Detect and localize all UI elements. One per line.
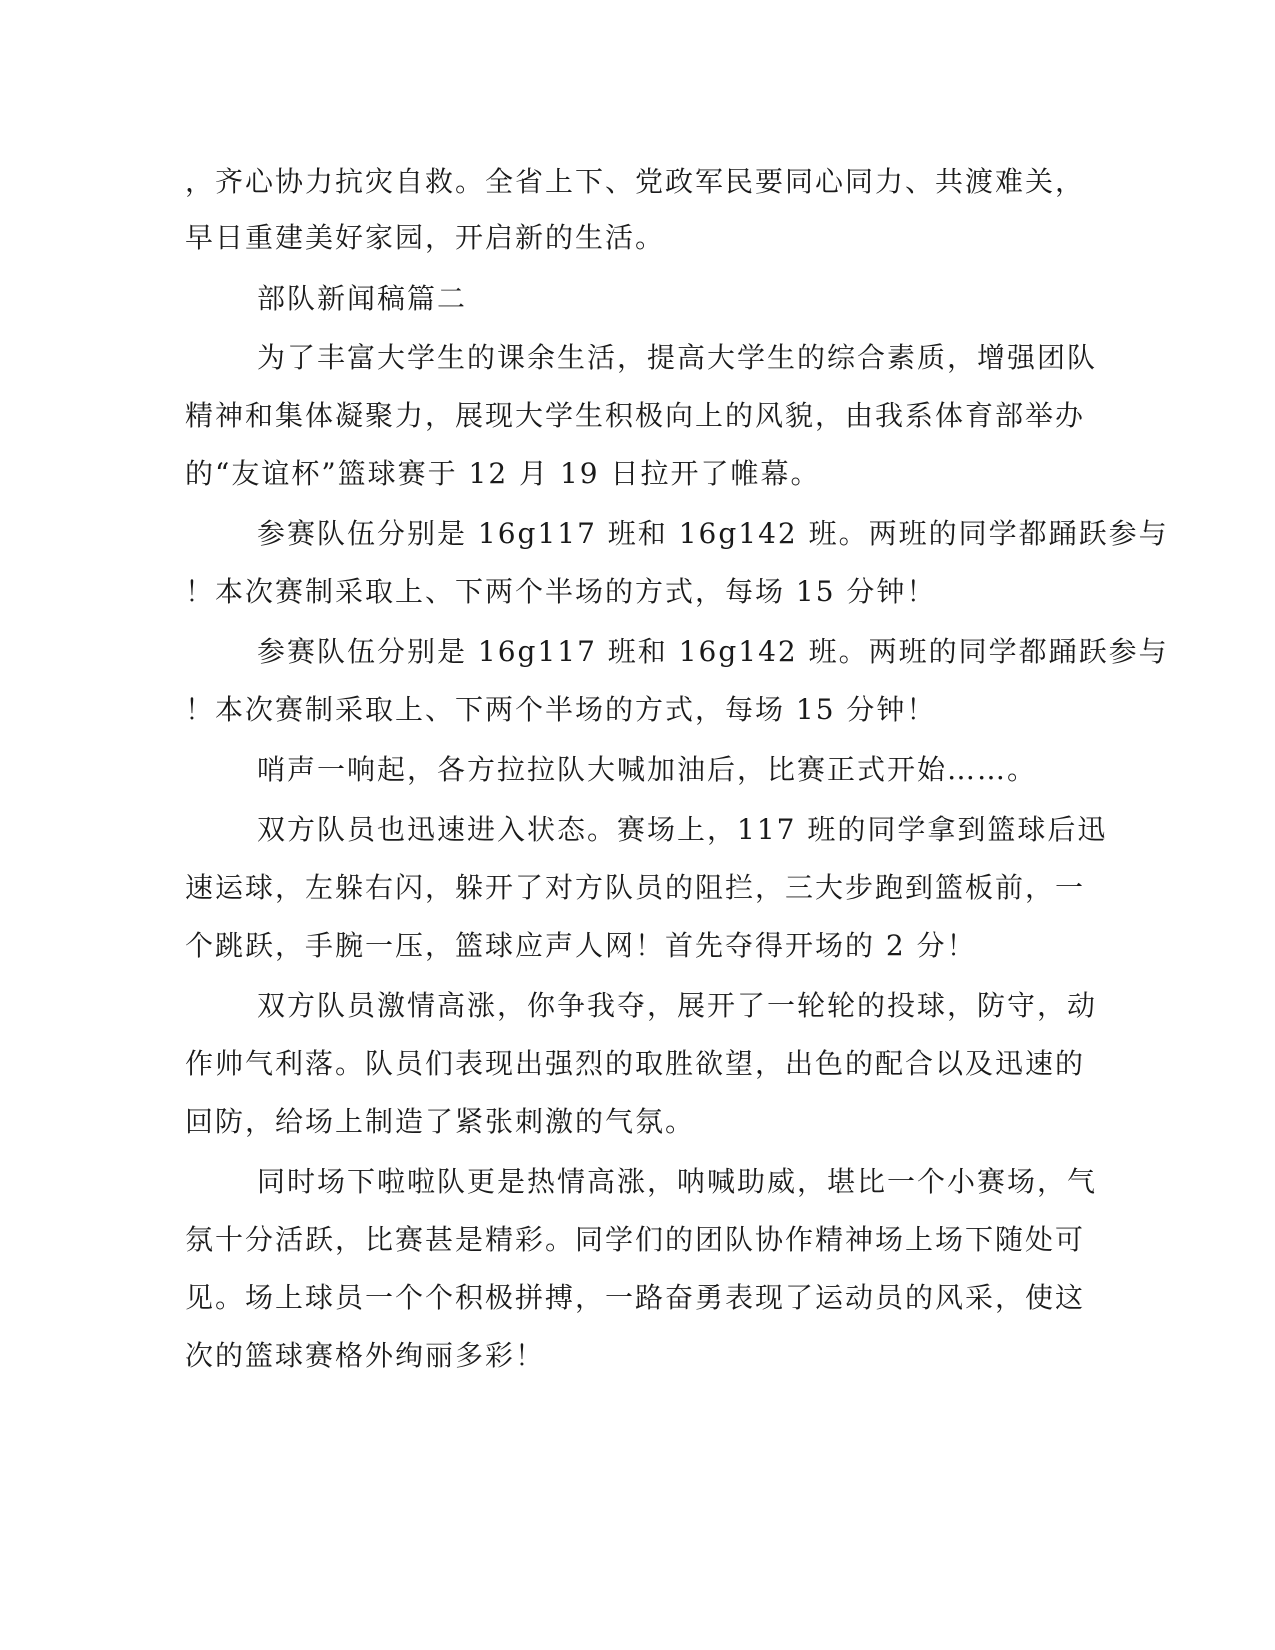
text-line: 精神和集体凝聚力，展现大学生积极向上的风貌，由我系体育部举办 <box>185 399 1086 432</box>
section-title: 部队新闻稿篇二 <box>257 282 468 315</box>
text-line: 同时场下啦啦队更是热情高涨，呐喊助威，堪比一个小赛场，气 <box>257 1165 1098 1198</box>
text-line: 的“友谊杯”篮球赛于 12 月 19 日拉开了帷幕。 <box>185 457 821 490</box>
text-line: 双方队员也迅速进入状态。赛场上，117 班的同学拿到篮球后迅 <box>257 813 1108 846</box>
text-line: ，齐心协力抗灾自救。全省上下、党政军民要同心同力、共渡难关， <box>185 165 1086 198</box>
text-line: ！本次赛制采取上、下两个半场的方式，每场 15 分钟！ <box>185 575 937 608</box>
text-line: 为了丰富大学生的课余生活，提高大学生的综合素质，增强团队 <box>257 341 1098 374</box>
text-line: 氛十分活跃，比赛甚是精彩。同学们的团队协作精神场上场下随处可 <box>185 1223 1086 1256</box>
text-line: 见。场上球员一个个积极拼搏，一路奋勇表现了运动员的风采，使这 <box>185 1281 1086 1314</box>
text-line: 早日重建美好家园，开启新的生活。 <box>185 221 666 254</box>
text-line: 速运球，左躲右闪，躲开了对方队员的阻拦，三大步跑到篮板前，一 <box>185 871 1086 904</box>
text-line: 个跳跃，手腕一压，篮球应声人网！首先夺得开场的 2 分！ <box>185 929 977 962</box>
text-line: ！本次赛制采取上、下两个半场的方式，每场 15 分钟！ <box>185 693 937 726</box>
text-line: 双方队员激情高涨，你争我夺，展开了一轮轮的投球，防守，动 <box>257 989 1098 1022</box>
text-line: 回防，给场上制造了紧张刺激的气氛。 <box>185 1105 696 1138</box>
text-line: 哨声一响起，各方拉拉队大喊加油后，比赛正式开始……。 <box>257 753 1038 786</box>
text-line: 参赛队伍分别是 16g117 班和 16g142 班。两班的同学都踊跃参与 <box>257 517 1169 550</box>
text-line: 参赛队伍分别是 16g117 班和 16g142 班。两班的同学都踊跃参与 <box>257 635 1169 668</box>
text-line: 次的篮球赛格外绚丽多彩！ <box>185 1339 546 1372</box>
text-line: 作帅气利落。队员们表现出强烈的取胜欲望，出色的配合以及迅速的 <box>185 1047 1086 1080</box>
